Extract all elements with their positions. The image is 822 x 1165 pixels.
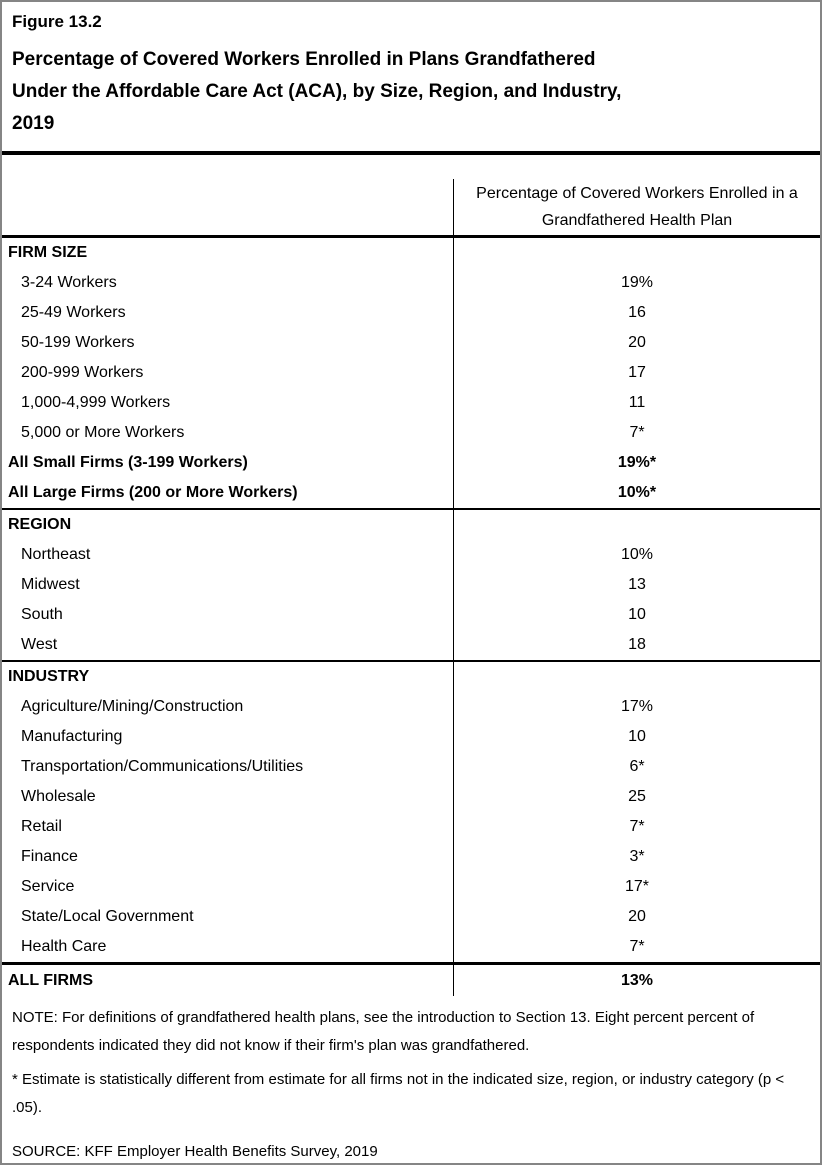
table-row: [2, 540, 820, 570]
table-row: [2, 630, 820, 660]
table-row: [2, 872, 820, 902]
section-heading-region: REGION: [8, 516, 72, 533]
empty-value-cell: [453, 662, 820, 692]
row-value: 13: [453, 570, 820, 600]
table-row: [2, 812, 820, 842]
section-heading-row: [2, 238, 820, 268]
table-row: [2, 782, 820, 812]
section-heading-row: [2, 510, 820, 540]
row-value: 25: [453, 782, 820, 812]
table-row: [2, 842, 820, 872]
table-header-row: [2, 155, 820, 235]
row-value: 18: [453, 630, 820, 660]
row-label: Transportation/Communications/Utilities: [21, 758, 304, 775]
figure-title: [12, 44, 780, 140]
all-firms-row: [2, 965, 820, 996]
header-spacer-cell: [2, 155, 453, 235]
row-label: 3-24 Workers: [21, 274, 117, 291]
row-value: 20: [453, 328, 820, 358]
data-table: [2, 155, 820, 996]
value-column-header: Percentage of Covered Workers Enrolled in a Grandfathered Health Plan: [476, 185, 798, 229]
row-value: 17: [453, 358, 820, 388]
section-heading-firm-size: FIRM SIZE: [8, 244, 88, 261]
section-firm-size: [2, 238, 820, 508]
figure-title-line-2: Under the Affordable Care Act (ACA), by Size, Region, and Industry,: [12, 81, 622, 102]
row-label: 5,000 or More Workers: [21, 424, 185, 441]
row-label: Service: [21, 878, 75, 895]
table-row: [2, 268, 820, 298]
row-label: Health Care: [21, 938, 107, 955]
table-row: [2, 298, 820, 328]
row-label: West: [21, 636, 58, 653]
table-row: [2, 902, 820, 932]
section-region: [2, 510, 820, 660]
row-value: 11: [453, 388, 820, 418]
row-value: 10%*: [453, 478, 820, 508]
row-label: All Large Firms (200 or More Workers): [8, 484, 298, 501]
row-label: 25-49 Workers: [21, 304, 126, 321]
row-value: 10%: [453, 540, 820, 570]
row-value: 7*: [453, 812, 820, 842]
source-text: SOURCE: KFF Employer Health Benefits Survey, 2019: [12, 1143, 378, 1160]
row-value: 10: [453, 722, 820, 752]
row-label: State/Local Government: [21, 908, 194, 925]
row-value: 16: [453, 298, 820, 328]
row-value: 3*: [453, 842, 820, 872]
row-value: 20: [453, 902, 820, 932]
table-row: [2, 570, 820, 600]
figure-label: Figure 13.2: [12, 12, 102, 31]
section-heading-industry: INDUSTRY: [8, 668, 90, 685]
row-label: South: [21, 606, 63, 623]
table-row: [2, 722, 820, 752]
row-value: 17%: [453, 692, 820, 722]
table-row: [2, 328, 820, 358]
table-row-summary: [2, 448, 820, 478]
section-industry: [2, 662, 820, 962]
row-label: All Small Firms (3-199 Workers): [8, 454, 248, 471]
empty-value-cell: [453, 238, 820, 268]
all-firms-label: ALL FIRMS: [8, 971, 94, 989]
note-text: NOTE: For definitions of grandfathered health plans, see the introduction to Section 13. Eight percent percent of respondents indicated they did not know if their firm's plan was grandfathered.: [12, 1009, 755, 1054]
table-row-summary: [2, 478, 820, 508]
value-column-header-cell: [453, 179, 820, 235]
table-row: [2, 692, 820, 722]
row-value: 7*: [453, 418, 820, 448]
row-label: Northeast: [21, 546, 91, 563]
table-row: [2, 600, 820, 630]
row-label: Agriculture/Mining/Construction: [21, 698, 244, 715]
row-label: Finance: [21, 848, 78, 865]
table-row: [2, 752, 820, 782]
row-value: 7*: [453, 932, 820, 962]
row-label: 50-199 Workers: [21, 334, 135, 351]
row-label: Retail: [21, 818, 62, 835]
row-value: 10: [453, 600, 820, 630]
row-value: 19%: [453, 268, 820, 298]
section-heading-row: [2, 662, 820, 692]
row-label: 200-999 Workers: [21, 364, 144, 381]
row-value: 6*: [453, 752, 820, 782]
asterisk-note-text: * Estimate is statistically different from estimate for all firms not in the indicated size, region, or industry category (p < .05).: [12, 1071, 785, 1116]
row-label: 1,000-4,999 Workers: [21, 394, 171, 411]
row-label: Manufacturing: [21, 728, 123, 745]
figure-notes: [2, 996, 820, 1165]
table-row: [2, 358, 820, 388]
row-value: 17*: [453, 872, 820, 902]
figure-title-line-1: Percentage of Covered Workers Enrolled in Plans Grandfathered: [12, 49, 596, 70]
table-row: [2, 388, 820, 418]
table-row: [2, 418, 820, 448]
table-row: [2, 932, 820, 962]
row-label: Midwest: [21, 576, 80, 593]
empty-value-cell: [453, 510, 820, 540]
figure-title-line-3: 2019: [12, 113, 55, 134]
row-label: Wholesale: [21, 788, 96, 805]
row-value: 19%*: [453, 448, 820, 478]
all-firms-value: 13%: [453, 965, 820, 996]
figure-header: [2, 2, 820, 140]
